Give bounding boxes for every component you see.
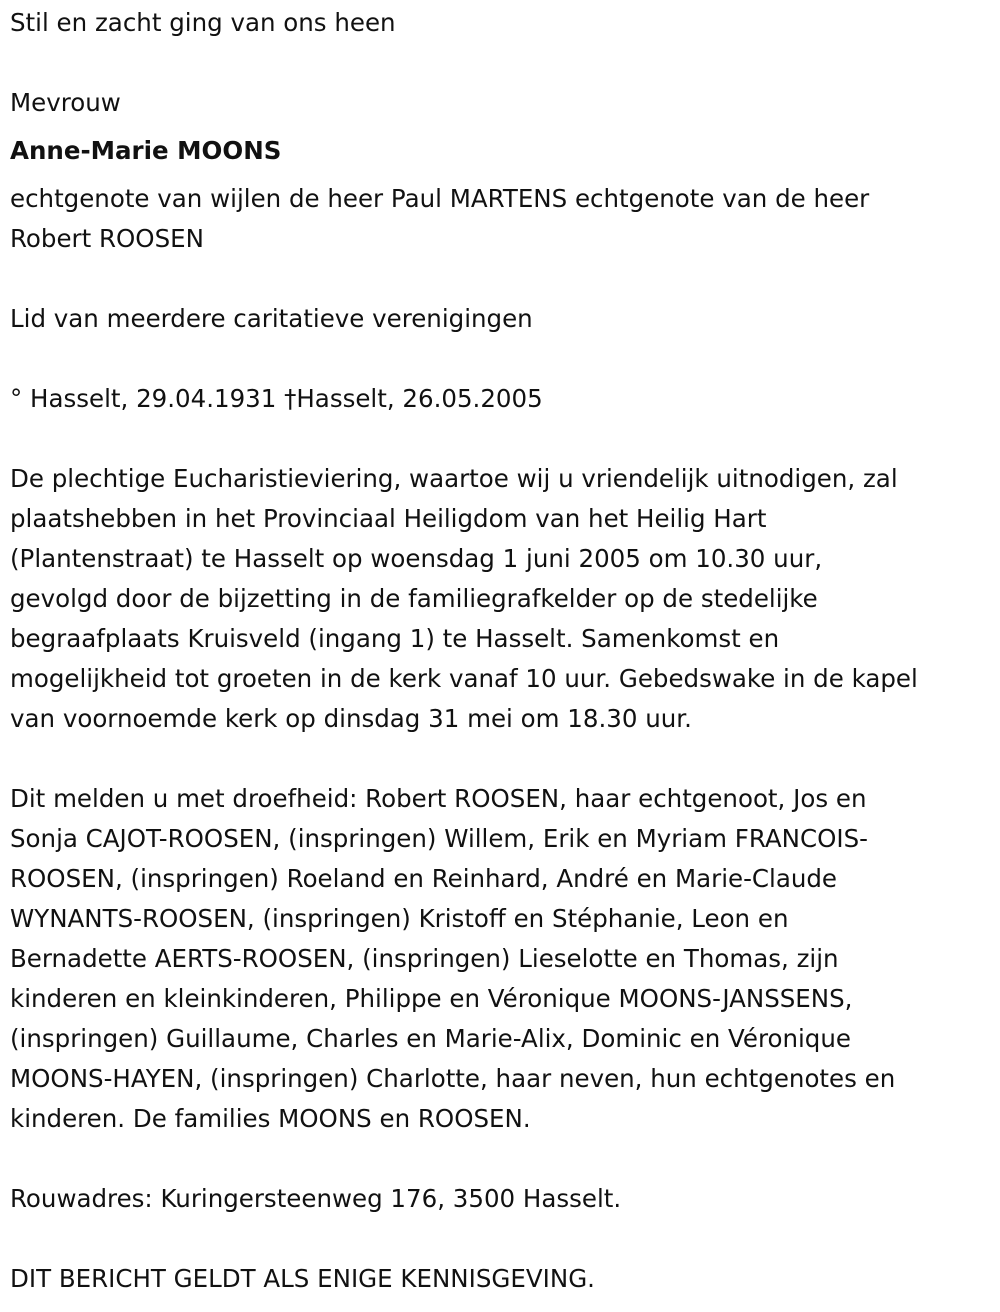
service-line: (Plantenstraat) te Hasselt op woensdag 1 juni 2005 om 10.30 uur, (10, 544, 823, 573)
mourning-address: Rouwadres: Kuringersteenweg 176, 3500 Hasselt. (10, 1184, 622, 1213)
service-line: mogelijkheid tot groeten in de kerk vanaf 10 uur. Gebedswake in de kapel (10, 664, 918, 693)
spacer (10, 339, 990, 379)
birth-death-line: ° Hasselt, 29.04.1931 †Hasselt, 26.05.2005 (10, 384, 543, 413)
service-line: van voornoemde kerk op dinsdag 31 mei om 18.30 uur. (10, 704, 692, 733)
service-line: De plechtige Eucharistieviering, waartoe wij u vriendelijk uitnodigen, zal (10, 464, 898, 493)
service-line: gevolgd door de bijzetting in de familiegrafkelder op de stedelijke (10, 584, 818, 613)
family-line: (inspringen) Guillaume, Charles en Marie-Alix, Dominic en Véronique (10, 1024, 851, 1053)
spacer (10, 1219, 990, 1259)
family-line: kinderen en kleinkinderen, Philippe en Véronique MOONS-JANSSENS, (10, 984, 853, 1013)
family-line: Sonja CAJOT-ROOSEN, (inspringen) Willem, Erik en Myriam FRANCOIS- (10, 824, 869, 853)
salutation: Mevrouw (10, 88, 121, 117)
family-paragraph (10, 779, 990, 1139)
spacer (10, 739, 990, 779)
family-line: Dit melden u met droefheid: Robert ROOSEN, haar echtgenoot, Jos en (10, 784, 867, 813)
relation-line: Robert ROOSEN (10, 224, 204, 253)
deceased-name: Anne-Marie MOONS (10, 136, 282, 165)
service-line: begraafplaats Kruisveld (ingang 1) te Hasselt. Samenkomst en (10, 624, 780, 653)
spacer (10, 419, 990, 459)
service-line: plaatshebben in het Provinciaal Heiligdom van het Heilig Hart (10, 504, 767, 533)
service-paragraph (10, 459, 990, 739)
spacer (10, 43, 990, 83)
relation-line: echtgenote van wijlen de heer Paul MARTENS echtgenote van de heer (10, 184, 870, 213)
closing-statement: DIT BERICHT GELDT ALS ENIGE KENNISGEVING. (10, 1264, 595, 1293)
spacer (10, 1139, 990, 1179)
family-line: Bernadette AERTS-ROOSEN, (inspringen) Lieselotte en Thomas, zijn (10, 944, 839, 973)
family-line: MOONS-HAYEN, (inspringen) Charlotte, haar neven, hun echtgenotes en (10, 1064, 896, 1093)
family-line: WYNANTS-ROOSEN, (inspringen) Kristoff en Stéphanie, Leon en (10, 904, 789, 933)
membership: Lid van meerdere caritatieve verenigingen (10, 304, 533, 333)
opening-line: Stil en zacht ging van ons heen (10, 8, 396, 37)
family-line: kinderen. De families MOONS en ROOSEN. (10, 1104, 531, 1133)
family-line: ROOSEN, (inspringen) Roeland en Reinhard, André en Marie-Claude (10, 864, 837, 893)
spacer (10, 259, 990, 299)
